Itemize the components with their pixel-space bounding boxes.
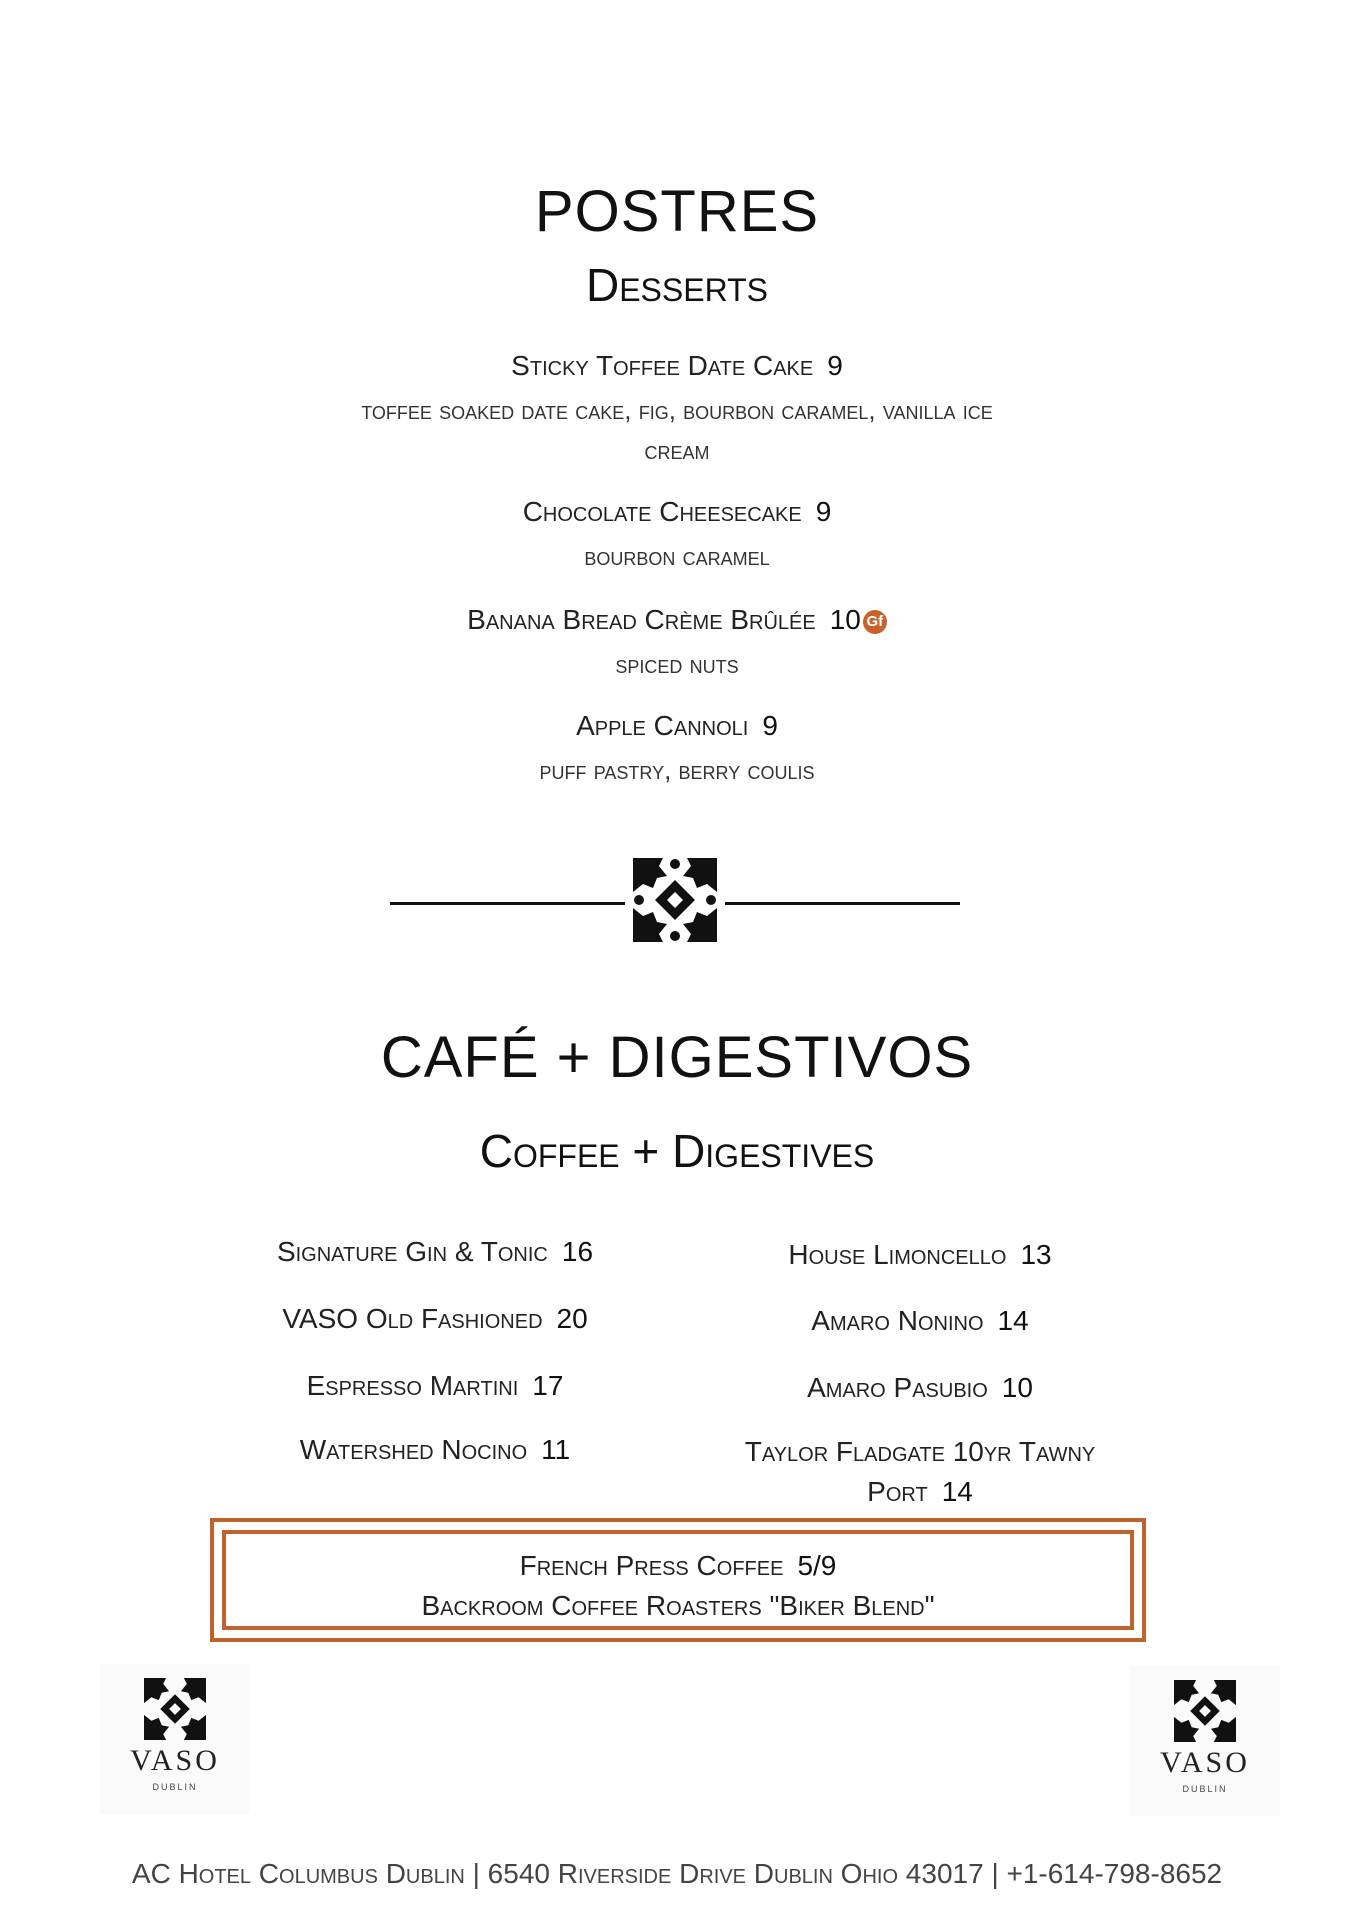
featured-coffee-title [214, 1550, 1142, 1582]
logo-brand-name: VASO [130, 1744, 220, 1777]
drink-price: 14 [997, 1305, 1029, 1336]
dessert-item-label: Sticky Toffee Date Cake [511, 350, 814, 381]
ornament-divider [390, 858, 960, 948]
dessert-item-price: 10 [829, 604, 861, 635]
drink-item [700, 1239, 1140, 1271]
featured-coffee-desc: Backroom Coffee Roasters "Biker Blend" [421, 1590, 935, 1621]
drink-name: Port [867, 1476, 928, 1507]
desserts-title: POSTRES [534, 179, 820, 244]
vaso-mark-icon [142, 1678, 208, 1740]
drink-name: House Limoncello [788, 1239, 1007, 1270]
dessert-item-name [0, 496, 1354, 528]
divider-line [390, 902, 625, 905]
dessert-item-price: 9 [762, 710, 778, 741]
dessert-item-label: Chocolate Cheesecake [522, 496, 802, 527]
cafe-subtitle: Coffee + Digestives [479, 1125, 875, 1177]
drink-name: Amaro Nonino [811, 1305, 984, 1336]
drink-item-name-line1: Taylor Fladgate 10yr Tawny [744, 1436, 1096, 1467]
dessert-item-name [0, 710, 1354, 742]
featured-coffee-box [210, 1518, 1146, 1642]
dessert-item-desc: cream [644, 435, 710, 465]
gluten-free-badge: Gf [863, 610, 887, 634]
drink-price: 20 [556, 1303, 588, 1334]
footer-address: AC Hotel Columbus Dublin | 6540 Riverside Drive Dublin Ohio 43017 | +1-614-798-8652 [131, 1858, 1223, 1889]
logo-location: DUBLIN [1182, 1784, 1228, 1794]
featured-coffee-name: French Press Coffee [519, 1550, 784, 1581]
dessert-item-name [0, 350, 1354, 382]
drink-name: Amaro Pasubio [807, 1372, 988, 1403]
dessert-item-desc: puff pastry, berry coulis [539, 755, 815, 785]
desserts-subtitle: Desserts [585, 259, 769, 311]
drink-price: 10 [1001, 1372, 1033, 1403]
vaso-logo-right [1130, 1666, 1280, 1816]
dessert-item-label: Apple Cannoli [576, 710, 749, 741]
drink-item [700, 1305, 1140, 1337]
drink-name: Signature Gin & Tonic [276, 1236, 548, 1267]
cafe-title: CAFÉ + DIGESTIVOS [380, 1025, 974, 1090]
dessert-item-price: 9 [827, 350, 843, 381]
drink-price: 16 [561, 1236, 594, 1267]
dessert-item-desc: toffee soaked date cake, fig, bourbon caramel, vanilla ice [361, 395, 993, 425]
drink-price: 17 [532, 1370, 564, 1401]
dessert-item-name [0, 604, 1354, 636]
ornament-icon [633, 858, 717, 942]
drink-item [225, 1434, 645, 1466]
logo-location: DUBLIN [152, 1782, 198, 1792]
drink-item [700, 1372, 1140, 1404]
drink-price: 14 [941, 1476, 973, 1507]
drink-name: VASO Old Fashioned [282, 1303, 543, 1334]
dessert-item-price: 9 [815, 496, 832, 527]
featured-coffee-price: 5/9 [797, 1550, 837, 1581]
drink-name: Watershed Nocino [299, 1434, 528, 1465]
divider-line [725, 902, 960, 905]
vaso-logo-left [100, 1664, 250, 1814]
dessert-item-desc: bourbon caramel [584, 541, 770, 571]
drink-item [225, 1370, 645, 1402]
vaso-mark-icon [1172, 1680, 1238, 1742]
drink-price: 13 [1020, 1239, 1052, 1270]
drink-name: Espresso Martini [306, 1370, 519, 1401]
logo-brand-name: VASO [1160, 1746, 1250, 1779]
dessert-item-label: Banana Bread Crème Brûlée [467, 604, 816, 635]
drink-item [225, 1303, 645, 1335]
drink-item [225, 1236, 645, 1268]
drink-item [700, 1476, 1140, 1508]
drink-price: 11 [541, 1434, 571, 1465]
dessert-item-desc: spiced nuts [615, 649, 739, 679]
